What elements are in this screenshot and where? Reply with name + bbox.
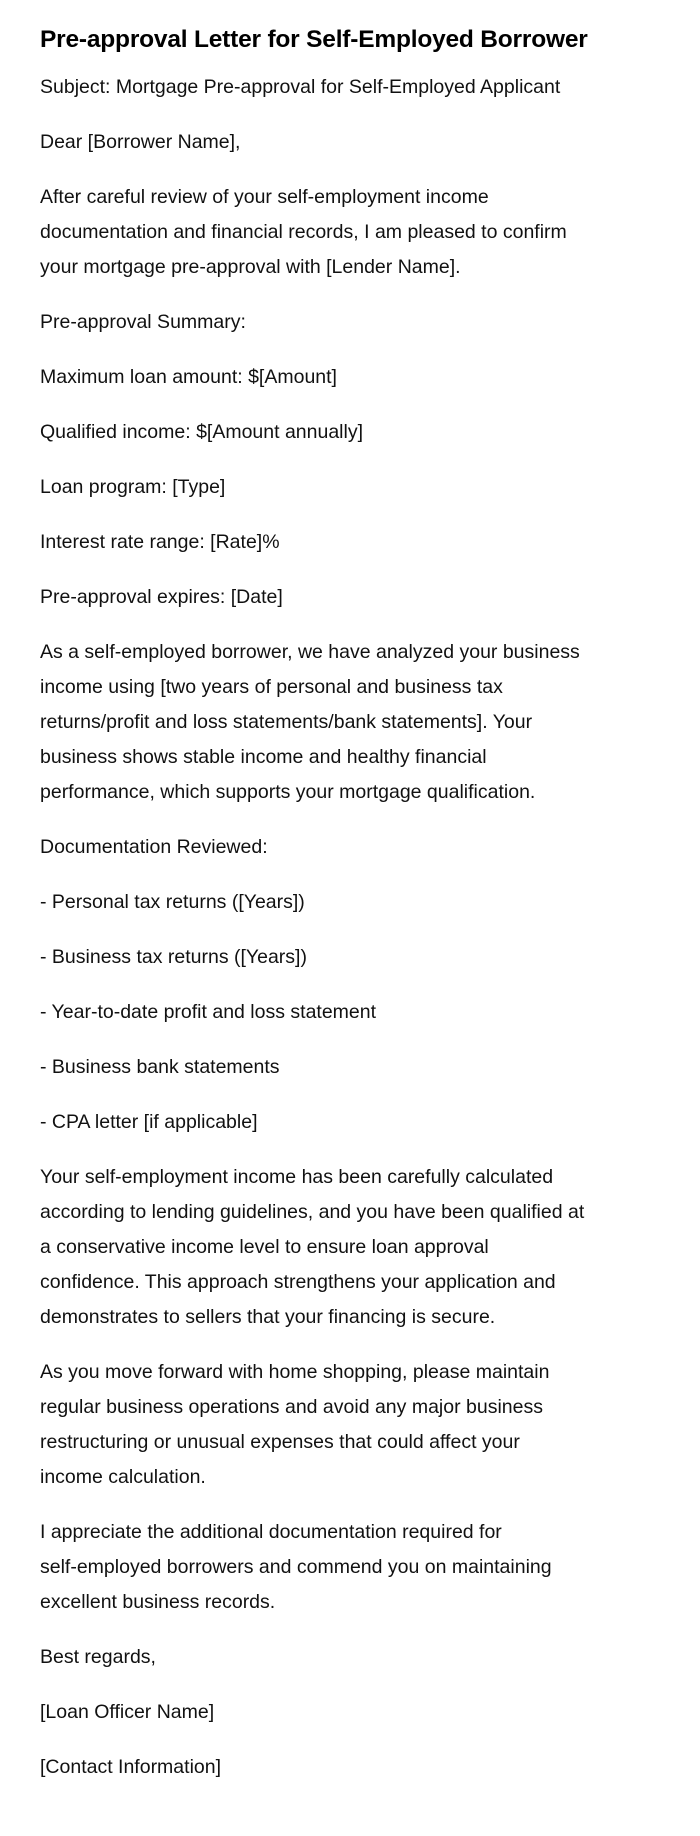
closing: Best regards,: [40, 1646, 156, 1668]
doc-item-bank-statements: - Business bank statements: [40, 1056, 280, 1078]
advice-line: restructuring or unusual expenses that could affect your: [40, 1431, 520, 1453]
signer-name: [Loan Officer Name]: [40, 1701, 215, 1723]
calculation-line: according to lending guidelines, and you have been qualified at: [40, 1201, 585, 1223]
advice-line: regular business operations and avoid any major business: [40, 1396, 543, 1418]
documentation-heading: Documentation Reviewed:: [40, 836, 268, 858]
advice-line: income calculation.: [40, 1466, 206, 1488]
analysis-paragraph: [40, 635, 642, 810]
analysis-line: income using [two years of personal and business tax: [40, 676, 503, 698]
appreciation-line: self-employed borrowers and commend you on maintaining: [40, 1556, 552, 1578]
letter-title: Pre-approval Letter for Self-Employed Borrower: [40, 26, 588, 53]
calculation-paragraph: [40, 1160, 642, 1335]
summary-item-expiry: Pre-approval expires: [Date]: [40, 586, 283, 608]
doc-item-personal-tax: - Personal tax returns ([Years]): [40, 891, 305, 913]
appreciation-line: excellent business records.: [40, 1591, 276, 1613]
intro-line: After careful review of your self-employment income: [40, 186, 489, 208]
intro-paragraph: [40, 180, 642, 285]
advice-line: As you move forward with home shopping, please maintain: [40, 1361, 550, 1383]
calculation-line: Your self-employment income has been carefully calculated: [40, 1166, 554, 1188]
doc-item-business-tax: - Business tax returns ([Years]): [40, 946, 307, 968]
subject-line: Subject: Mortgage Pre-approval for Self-Employed Applicant: [40, 76, 561, 98]
summary-item-max-loan: Maximum loan amount: $[Amount]: [40, 366, 337, 388]
summary-item-interest-rate: Interest rate range: [Rate]%: [40, 531, 280, 553]
summary-item-loan-program: Loan program: [Type]: [40, 476, 226, 498]
signer-contact: [Contact Information]: [40, 1756, 222, 1778]
calculation-line: demonstrates to sellers that your financing is secure.: [40, 1306, 496, 1328]
analysis-line: business shows stable income and healthy financial: [40, 746, 487, 768]
analysis-line: performance, which supports your mortgage qualification.: [40, 781, 536, 803]
salutation: Dear [Borrower Name],: [40, 131, 241, 153]
summary-heading: Pre-approval Summary:: [40, 311, 246, 333]
doc-item-ytd-pl: - Year-to-date profit and loss statement: [40, 1001, 377, 1023]
appreciation-paragraph: [40, 1515, 642, 1620]
advice-paragraph: [40, 1355, 642, 1495]
intro-line: your mortgage pre-approval with [Lender Name].: [40, 256, 461, 278]
letter-document: [40, 0, 642, 1785]
analysis-line: As a self-employed borrower, we have analyzed your business: [40, 641, 580, 663]
calculation-line: a conservative income level to ensure loan approval: [40, 1236, 489, 1258]
intro-line: documentation and financial records, I am pleased to confirm: [40, 221, 567, 243]
analysis-line: returns/profit and loss statements/bank statements]. Your: [40, 711, 533, 733]
summary-item-qualified-income: Qualified income: $[Amount annually]: [40, 421, 364, 443]
calculation-line: confidence. This approach strengthens your application and: [40, 1271, 556, 1293]
appreciation-line: I appreciate the additional documentation required for: [40, 1521, 502, 1543]
doc-item-cpa-letter: - CPA letter [if applicable]: [40, 1111, 258, 1133]
